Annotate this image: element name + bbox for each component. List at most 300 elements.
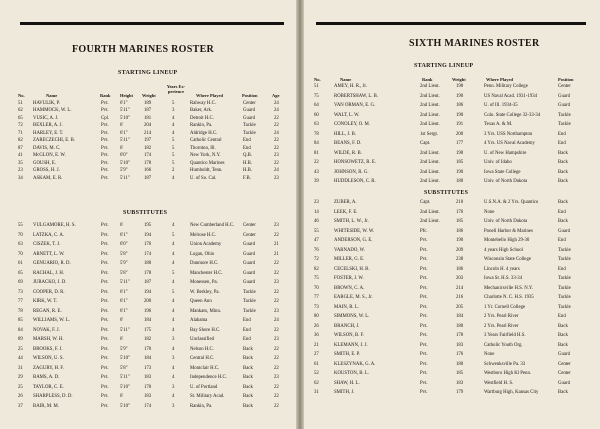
cell-pos: End <box>558 266 566 272</box>
cell-school: Mechanicsville H.S. N.Y. <box>484 285 533 291</box>
cell-school: W. Berkley, Pa. <box>190 289 220 295</box>
cell-rank: Pvt. <box>101 346 109 352</box>
table-row <box>0 176 296 183</box>
table-row <box>304 141 600 148</box>
table-row <box>0 271 296 278</box>
table-row <box>0 356 296 363</box>
cell-school: None <box>484 352 495 357</box>
table-row <box>0 233 296 240</box>
cell-name: ZARECZECHI, E. B. <box>33 138 75 144</box>
cell-pos: End <box>558 141 566 146</box>
cell-no: 80 <box>314 314 319 319</box>
cell-name: AMEY, H. R., Jr. <box>334 84 367 89</box>
cell-name: HUDDLESON, C. R. <box>334 179 376 184</box>
cell-rank: Pvt. <box>420 314 428 319</box>
cell-wt: 238 <box>456 257 464 262</box>
cell-rank: Pvt. <box>101 138 109 144</box>
table-row <box>304 276 600 283</box>
cell-school: Catholic Youth Org. <box>484 342 523 348</box>
cell-no: 52 <box>314 371 319 376</box>
cell-school: Catholic Central <box>190 138 222 144</box>
cell-school: Alabama <box>190 318 208 323</box>
cell-pos: Tackle <box>243 123 256 129</box>
cell-name: CONOLEY, O. M. <box>334 122 371 127</box>
cell-name: VAN ORMAN, E. G. <box>334 103 376 108</box>
cell-age: 22 <box>274 123 279 129</box>
cell-wt: 190 <box>456 150 464 156</box>
cell-no: 55 <box>18 223 23 228</box>
cell-school: Charlotte N. C. H.S. 1935 <box>484 295 534 300</box>
cell-wt: 180 <box>456 361 464 367</box>
table-row <box>0 261 296 268</box>
cell-age: 22 <box>274 160 279 166</box>
cell-pos: End <box>558 238 566 243</box>
table-row <box>304 84 600 91</box>
cell-yrs: 4 <box>172 318 175 323</box>
cell-name: WILSON, U. S. <box>33 356 64 361</box>
col-name: Name <box>340 77 352 82</box>
cell-yrs: 4 <box>172 346 175 352</box>
cell-wt: 200 <box>144 299 152 304</box>
cell-school: Ponell Harbor & Marines <box>484 228 533 234</box>
table-row <box>304 179 600 186</box>
cell-no: 51 <box>314 84 319 89</box>
cell-name: ZAGURY, H. F. <box>33 365 64 371</box>
cell-rank: 2nd Lieut. <box>420 219 440 224</box>
table-row <box>304 219 600 226</box>
cell-wt: 178 <box>144 160 152 166</box>
col-age: Age <box>272 93 280 98</box>
cell-ht: 6'0" <box>120 153 128 159</box>
cell-name: SMITH, E. P. <box>334 352 360 357</box>
cell-pos: Tackle <box>558 285 571 291</box>
cell-no: 47 <box>314 238 319 243</box>
cell-school: 4 Yrs. US Naval Academy <box>484 141 535 146</box>
cell-name: FOSTER, J. W. <box>334 276 364 281</box>
cell-no: 64 <box>314 103 319 108</box>
left-page <box>0 0 296 429</box>
cell-pos: Back <box>558 200 568 205</box>
cell-wt: 182 <box>144 145 152 151</box>
table-row <box>304 305 600 312</box>
cell-no: 25 <box>18 384 23 390</box>
cell-no: 89 <box>18 337 23 342</box>
page-title: SIXTH MARINES ROSTER <box>409 38 540 49</box>
cell-school: Univ. of North Dakota <box>484 219 528 224</box>
cell-no: 81 <box>314 150 319 156</box>
cell-name: EARGLE, M. S., Jr. <box>334 295 373 300</box>
table-row <box>0 404 296 411</box>
cell-yrs: 4 <box>172 123 175 129</box>
cell-age: 21 <box>274 251 279 257</box>
cell-wt: 194 <box>144 289 152 295</box>
cell-age: 23 <box>274 223 279 228</box>
col-height: Height <box>120 93 133 98</box>
cell-name: ROBERTSHAW, L. B. <box>334 93 379 99</box>
cell-name: BAIR, M. M. <box>33 403 59 409</box>
cell-name: WHITESIDE, W. W. <box>334 228 375 234</box>
cell-yrs: 4 <box>172 223 175 228</box>
table-row <box>304 210 600 217</box>
cell-school: 2 Yrs. Pearl River <box>484 314 519 319</box>
cell-name: HAVULIK, P. <box>33 101 60 106</box>
table-row <box>0 116 296 123</box>
cell-pos: End <box>558 131 566 137</box>
cell-wt: 174 <box>144 403 152 409</box>
cell-name: JOHNSON, R. G. <box>334 169 369 175</box>
cell-pos: Back <box>558 333 568 338</box>
cell-yrs: 4 <box>172 375 175 380</box>
table-row <box>304 267 600 274</box>
cell-pos: F.B. <box>243 175 251 181</box>
table-row <box>304 238 600 245</box>
cell-ht: 5'10" <box>120 356 131 361</box>
table-row <box>304 200 600 207</box>
cell-rank: 2nd Lieut. <box>420 179 440 184</box>
cell-age: 22 <box>274 394 279 399</box>
cell-rank: Pvt. <box>420 295 428 300</box>
cell-pos: Back <box>558 390 568 395</box>
cell-school: Unclassified <box>190 337 214 342</box>
cell-school: U.S.N.A. & 2 Yrs. Quantico <box>484 200 539 205</box>
cell-ht: 6' <box>120 123 124 129</box>
cell-wt: 205 <box>456 304 464 310</box>
cell-school: New Cumberland H.C. <box>190 223 235 228</box>
cell-no: 63 <box>18 242 23 247</box>
cell-pos: Back <box>558 150 568 156</box>
cell-pos: H.B. <box>243 160 253 166</box>
cell-pos: Tackle <box>558 247 571 253</box>
cell-wt: 176 <box>456 209 464 215</box>
cell-ht: 5'9" <box>120 168 128 174</box>
cell-school: U. of New Hampshire <box>484 150 527 156</box>
cell-no: 46 <box>314 219 319 224</box>
col-weight: Weight <box>452 77 466 82</box>
cell-school: Iowa St. H.S. 33-34 <box>484 276 523 281</box>
cell-rank: Pvt. <box>101 251 109 257</box>
cell-age: 22 <box>274 261 279 266</box>
table-row <box>0 101 296 108</box>
cell-pos: Q.B. <box>243 153 253 159</box>
table-row <box>304 352 600 359</box>
cell-no: 75 <box>314 93 319 99</box>
table-row <box>0 108 296 115</box>
cell-rank: Pvt. <box>420 266 428 272</box>
table-row <box>0 161 296 168</box>
cell-wt: 190 <box>456 112 464 118</box>
cell-rank: Pvt. <box>101 318 109 323</box>
cell-no: 70 <box>314 285 319 291</box>
cell-wt: 196 <box>144 308 152 314</box>
cell-no: 21 <box>314 342 319 348</box>
cell-name: GENUARIO, R. D. <box>33 261 71 266</box>
cell-name: WILDE, R. B. <box>334 150 362 156</box>
table-row <box>304 229 600 236</box>
cell-rank: Pvt. <box>101 101 109 106</box>
substitutes-table <box>304 200 600 425</box>
cell-no: 26 <box>18 394 23 399</box>
table-row <box>0 138 296 145</box>
cell-pos: End <box>243 337 251 342</box>
cell-school: U. of Portland <box>190 384 218 390</box>
cell-pos: Center <box>243 101 256 106</box>
cell-no: 84 <box>314 141 319 146</box>
cell-rank: Pvt. <box>420 238 428 243</box>
cell-wt: 186 <box>456 228 464 234</box>
table-row <box>0 153 296 160</box>
cell-name: SHAW, H. L. <box>334 380 360 386</box>
cell-pos: End <box>243 318 251 323</box>
cell-no: 23 <box>314 200 319 205</box>
cell-rank: Pvt. <box>420 371 428 376</box>
cell-wt: 184 <box>144 356 152 361</box>
cell-name: KIRK, W. T. <box>33 299 58 304</box>
table-row <box>304 113 600 120</box>
cell-no: 25 <box>18 346 23 352</box>
cell-pos: Back <box>243 384 253 390</box>
cell-rank: Pvt. <box>420 276 428 281</box>
cell-no: 62 <box>314 380 319 386</box>
cell-yrs: 4 <box>172 308 175 314</box>
cell-wt: 187 <box>144 175 152 181</box>
table-row <box>0 394 296 401</box>
cell-school: Westfield H. S. <box>484 380 514 386</box>
cell-name: VULGAMORE, H. S. <box>33 223 76 228</box>
cell-wt: 179 <box>456 390 464 395</box>
cell-name: TAYLOR, C. E. <box>33 384 64 390</box>
cell-age: 24 <box>274 101 279 106</box>
cell-school: Aldridge H.C. <box>190 130 218 136</box>
cell-school: 4 years High School <box>484 247 524 253</box>
table-row <box>304 122 600 129</box>
cell-age: 22 <box>274 270 279 276</box>
table-row <box>0 223 296 230</box>
book-gutter <box>296 0 304 429</box>
table-row <box>0 366 296 373</box>
starters-table <box>304 84 600 189</box>
starting-lineup-heading: STARTING LINEUP <box>118 70 178 76</box>
cell-name: SIMMONS, W. L. <box>334 314 370 319</box>
cell-rank: Pvt. <box>420 390 428 395</box>
cell-wt: 185 <box>456 371 464 376</box>
cell-pos: Back <box>558 219 568 224</box>
cell-pos: End <box>243 138 251 144</box>
cell-pos: Guard <box>558 352 570 357</box>
cell-no: 41 <box>18 153 23 159</box>
cell-wt: 190 <box>456 238 464 243</box>
cell-pos: Back <box>558 179 568 184</box>
cell-rank: Pvt. <box>420 361 428 367</box>
cell-ht: 6'1" <box>120 299 128 304</box>
cell-yrs: 3 <box>172 384 175 390</box>
cell-wt: 197 <box>144 138 152 144</box>
cell-wt: 210 <box>456 200 464 205</box>
cell-no: 82 <box>18 138 23 144</box>
table-row <box>0 168 296 175</box>
cell-yrs: 4 <box>172 130 175 136</box>
cell-rank: Pvt. <box>420 342 428 348</box>
cell-name: CISZEK, T. J. <box>33 242 61 247</box>
cell-ht: 5'9" <box>120 261 128 266</box>
table-row <box>304 371 600 378</box>
cell-wt: 190 <box>456 169 464 175</box>
cell-rank: Capt. <box>420 200 431 205</box>
col-no: No. <box>314 77 321 82</box>
cell-wt: 183 <box>144 375 152 380</box>
cell-rank: Pvt. <box>420 333 428 338</box>
table-row <box>0 375 296 382</box>
cell-age: 22 <box>274 115 279 121</box>
cell-wt: 184 <box>144 318 152 323</box>
table-row <box>0 347 296 354</box>
cell-name: MILLER, G. E. <box>334 257 365 262</box>
cell-ht: 6'1" <box>120 308 128 314</box>
cell-no: 14 <box>314 209 319 215</box>
cell-name: ZUBER, A. <box>334 200 357 205</box>
table-row <box>304 103 600 110</box>
cell-no: 62 <box>18 108 23 114</box>
cell-rank: Pvt. <box>420 285 428 291</box>
cell-school: Rankin, Pa. <box>190 403 213 409</box>
cell-no: 61 <box>18 261 23 266</box>
cell-name: BRANCH, J. <box>334 323 360 329</box>
table-row <box>304 333 600 340</box>
cell-school: Univ. of North Dakota <box>484 179 528 184</box>
table-row <box>304 257 600 264</box>
cell-school: Wartburg High, Kansas City <box>484 390 539 395</box>
cell-no: 23 <box>18 168 23 174</box>
table-row <box>0 385 296 392</box>
cell-pos: Back <box>558 169 568 175</box>
cell-pos: Guard <box>558 228 570 234</box>
cell-pos: Tackle <box>243 299 256 304</box>
cell-name: GOUSH, E. <box>33 160 57 166</box>
cell-school: Montebello High 29-30 <box>484 238 530 243</box>
cell-wt: 216 <box>456 295 464 300</box>
cell-rank: Pvt. <box>101 384 109 390</box>
cell-no: 72 <box>314 257 319 262</box>
cell-name: CECELSKI, H. B. <box>334 266 370 272</box>
cell-wt: 173 <box>144 365 152 371</box>
cell-school: Wisconsin State College <box>484 257 531 262</box>
cell-rank: Pvt. <box>101 261 109 266</box>
cell-wt: 214 <box>456 285 464 291</box>
col-where-played: Where Played <box>196 93 224 98</box>
cell-wt: 174 <box>144 251 152 257</box>
cell-rank: Pvt. <box>420 380 428 386</box>
cell-name: RACHAL, J. H. <box>33 270 65 276</box>
cell-age: 24 <box>274 168 279 174</box>
cell-wt: 198 <box>456 84 464 89</box>
cell-rank: Pvt. <box>420 323 428 329</box>
starting-lineup-heading: STARTING LINEUP <box>414 63 474 69</box>
cell-no: 34 <box>18 175 23 181</box>
col-no: No. <box>18 93 25 98</box>
cell-no: 82 <box>314 266 319 272</box>
cell-pos: Guard <box>243 251 255 257</box>
cell-ht: 5'11" <box>120 280 130 285</box>
cell-yrs: 5 <box>172 160 175 166</box>
cell-pos: Back <box>243 346 253 352</box>
cell-ht: 5'8" <box>120 270 128 276</box>
table-row <box>304 248 600 255</box>
cell-school: 1 Yr. Cornell College <box>484 304 526 310</box>
cell-wt: 183 <box>456 342 464 348</box>
cell-pos: Tackle <box>243 130 256 136</box>
right-page <box>304 0 600 429</box>
cell-pos: Tackle <box>558 295 571 300</box>
cell-ht: 6' <box>120 145 124 151</box>
cell-no: 65 <box>18 270 23 276</box>
cell-yrs: 4 <box>172 175 175 181</box>
cell-ht: 6'1" <box>120 130 128 136</box>
cell-name: MARSH, W. H. <box>33 337 64 342</box>
substitutes-heading: SUBSTITUTES <box>123 210 168 216</box>
cell-no: 37 <box>18 403 23 409</box>
table-row <box>304 362 600 369</box>
cell-wt: 204 <box>144 123 152 129</box>
cell-name: VUSIC, A. J. <box>33 115 59 121</box>
cell-wt: 180 <box>144 261 152 266</box>
cell-yrs: 5 <box>172 289 175 295</box>
cell-name: REGAN, R. E. <box>33 308 62 314</box>
table-row <box>304 324 600 331</box>
cell-age: 24 <box>274 318 279 323</box>
cell-no: 26 <box>314 323 319 329</box>
cell-no: 51 <box>18 101 23 106</box>
cell-no: 85 <box>18 318 23 323</box>
cell-wt: 190 <box>456 93 464 99</box>
table-row <box>304 132 600 139</box>
cell-school: Iowa State College <box>484 169 521 175</box>
cell-rank: 2nd Lieut. <box>420 103 440 108</box>
col-where-played: Where Played <box>486 77 514 82</box>
cell-age: 24 <box>274 130 279 136</box>
cell-wt: 170 <box>144 384 152 390</box>
cell-age: 22 <box>274 346 279 352</box>
cell-pos: Guard <box>243 108 255 114</box>
cell-school: Mankato, Minn. <box>190 308 222 314</box>
cell-school: Westboro High Kl Penn. <box>484 371 532 376</box>
cell-rank: Pvt. <box>101 130 109 136</box>
cell-school: St. Military Acad. <box>190 394 225 399</box>
cell-name: BROWN, C. A. <box>334 285 365 291</box>
cell-pos: End <box>558 314 566 319</box>
cell-pos: Tackle <box>243 289 256 295</box>
cell-school: Humboldt, Tenn. <box>190 168 223 174</box>
cell-name: SMITH, L. W., Jr. <box>334 219 369 224</box>
cell-pos: Center <box>558 361 571 367</box>
cell-pos: Guard <box>558 380 570 386</box>
cell-school: Manchester H.C. <box>190 270 223 276</box>
cell-yrs: 5 <box>172 232 175 238</box>
table-row <box>0 328 296 335</box>
top-rule <box>316 22 586 25</box>
cell-rank: Pvt. <box>101 232 109 238</box>
cell-rank: Pvt. <box>101 337 109 342</box>
cell-wt: 189 <box>144 101 152 106</box>
cell-name: DAVIS, M. C. <box>33 145 61 151</box>
cell-rank: 2nd Lieut. <box>420 112 440 118</box>
cell-name: JURACKO, J. D. <box>33 280 67 285</box>
cell-no: 71 <box>18 130 23 136</box>
cell-name: KLESZYNAK, G. A. <box>334 361 376 367</box>
cell-no: 76 <box>314 247 319 253</box>
cell-wt: 183 <box>456 380 464 386</box>
cell-school: Colo. State College 32-33-34 <box>484 112 541 118</box>
cell-pos: Back <box>243 403 253 409</box>
cell-yrs: 4 <box>172 394 175 399</box>
